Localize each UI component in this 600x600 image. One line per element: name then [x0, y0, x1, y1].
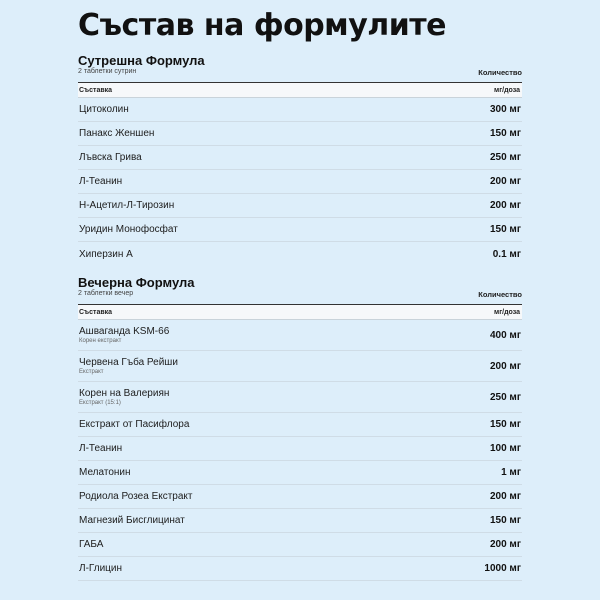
column-ingredient-label: Съставка [79, 308, 113, 316]
ingredient-name: Ашваганда KSM-66 [79, 326, 170, 337]
ingredient-name: Л-Теанин [79, 443, 123, 454]
table-row [78, 413, 522, 437]
morning-qty-label: Количество [478, 68, 522, 77]
table-row [78, 218, 522, 242]
evening-subtitle: 2 таблетки вечер [78, 290, 134, 297]
evening-section-header [78, 275, 522, 304]
ingredient-amount: 150 мг [489, 128, 521, 139]
ingredient-name: Хиперзин А [79, 248, 133, 260]
ingredient-name: Корен на Валериян [79, 388, 170, 399]
table-row [78, 320, 522, 351]
ingredient-amount: 100 мг [489, 443, 521, 454]
ingredient-name: Л-Теанин [79, 176, 123, 187]
table-row [78, 382, 522, 413]
table-row [78, 146, 522, 170]
table-row [78, 437, 522, 461]
ingredient-amount: 200 мг [489, 360, 521, 372]
ingredient-name-group [79, 357, 178, 375]
ingredient-amount: 1 мг [501, 467, 521, 478]
ingredient-amount: 200 мг [489, 200, 521, 211]
ingredient-name: Н-Ацетил-Л-Тирозин [79, 200, 175, 211]
table-row [78, 485, 522, 509]
ingredient-name: Екстракт от Пасифлора [79, 419, 190, 430]
ingredient-detail: Екстракт [79, 369, 104, 375]
ingredient-name-group [79, 326, 169, 344]
evening-qty-label: Количество [478, 290, 522, 299]
ingredient-name: Уридин Монофосфат [79, 224, 178, 235]
ingredient-name: Панакс Женшен [79, 128, 155, 139]
morning-section-header [78, 53, 522, 82]
page-title: Състав на формулите [78, 8, 446, 43]
ingredient-name: Магнезий Бисглицинат [79, 515, 185, 526]
table-row [78, 461, 522, 485]
table-row [78, 170, 522, 194]
ingredient-name: ГАБА [79, 539, 104, 550]
table-row [78, 509, 522, 533]
ingredient-amount: 250 мг [489, 152, 521, 163]
column-dose-label: мг/доза [494, 308, 520, 316]
ingredient-amount: 150 мг [489, 515, 521, 526]
morning-formula-section [78, 53, 522, 266]
ingredient-name: Л-Глицин [79, 563, 123, 574]
evening-formula-section [78, 275, 522, 581]
table-row [78, 122, 522, 146]
ingredient-amount: 150 мг [489, 224, 521, 235]
table-row [78, 242, 522, 266]
table-row [78, 533, 522, 557]
table-row [78, 98, 522, 122]
evening-column-header [78, 304, 522, 320]
morning-ingredient-list [78, 98, 522, 266]
table-row [78, 557, 522, 581]
column-dose-label: мг/доза [494, 86, 520, 94]
ingredient-amount: 300 мг [489, 104, 521, 115]
ingredient-detail: Корен екстракт [79, 338, 122, 344]
ingredient-name: Лъвска Грива [79, 152, 142, 163]
ingredient-name-group [79, 388, 169, 406]
ingredient-amount: 150 мг [489, 419, 521, 430]
ingredient-name: Мелатонин [79, 467, 131, 478]
table-row [78, 351, 522, 382]
ingredient-name: Червена Гъба Рейши [79, 357, 178, 368]
ingredient-amount: 1000 мг [484, 563, 521, 574]
ingredient-amount: 250 мг [489, 391, 521, 403]
ingredient-amount: 200 мг [489, 491, 521, 502]
morning-title: Сутрешна Формула [78, 53, 205, 68]
ingredient-amount: 200 мг [489, 176, 521, 187]
evening-title: Вечерна Формула [78, 275, 195, 290]
evening-ingredient-list [78, 320, 522, 581]
table-row [78, 194, 522, 218]
ingredient-name: Родиола Розеа Екстракт [79, 491, 193, 502]
column-ingredient-label: Съставка [79, 86, 113, 94]
ingredient-detail: Екстракт (15:1) [79, 400, 121, 406]
ingredient-amount: 400 мг [489, 329, 521, 341]
morning-subtitle: 2 таблетки сутрин [78, 68, 137, 75]
ingredient-amount: 200 мг [489, 539, 521, 550]
ingredient-amount: 0.1 мг [492, 248, 521, 260]
ingredient-name: Цитоколин [79, 104, 129, 115]
morning-column-header [78, 82, 522, 98]
